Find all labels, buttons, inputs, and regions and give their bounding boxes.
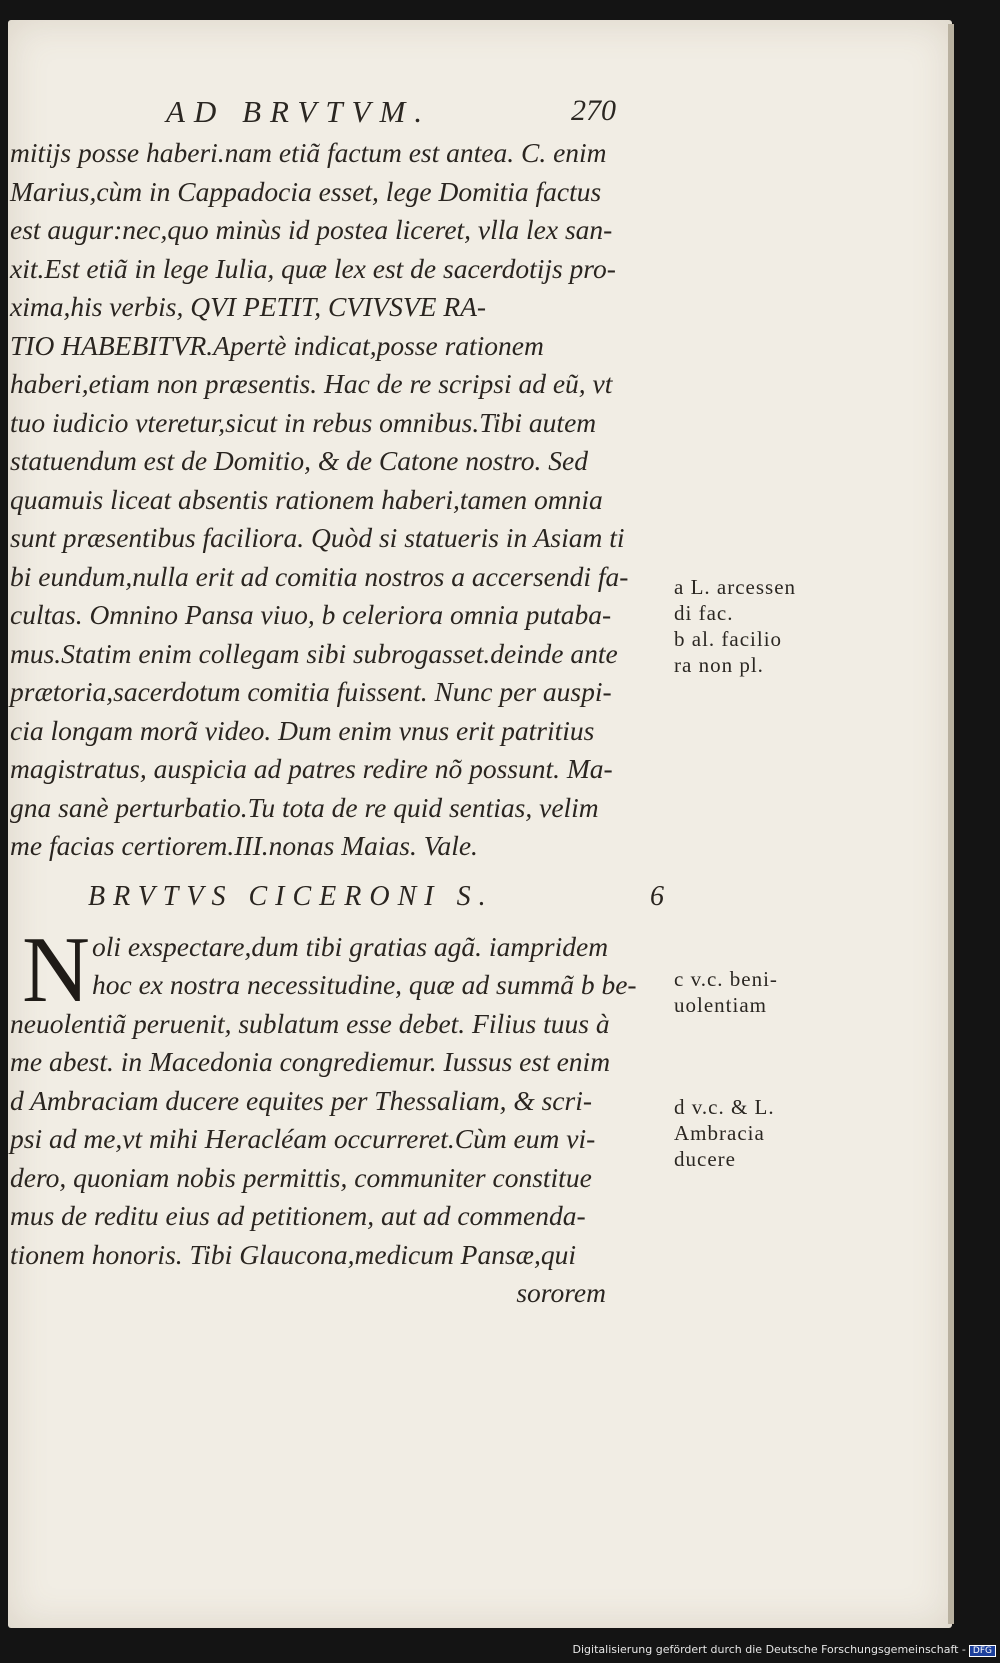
- text-line: gna sanè perturbatio.Tu tota de re quid sentias, velim: [10, 791, 599, 823]
- text-line: me facias certiorem.III.nonas Maias. Vale.: [10, 830, 478, 861]
- text-line: psi ad me,vt mihi Heracléam occurreret.Cùm eum vi-: [10, 1123, 596, 1154]
- page-number: 270: [571, 94, 616, 127]
- text-line: cia longam morã video. Dum enim vnus erit patritius: [10, 714, 595, 746]
- text-line: magistratus, auspicia ad patres redire nõ possunt. Ma-: [10, 753, 613, 784]
- margin-note-line: ducere: [674, 1147, 736, 1171]
- text-line: haberi,etiam non præsentis. Hac de re scripsi ad eũ, vt: [10, 368, 613, 399]
- text-line: bi eundum,nulla erit ad comitia nostros a accersendi fa-: [10, 560, 629, 592]
- paragraph-2: [10, 917, 670, 1313]
- text-line: xit.Est etiã in lege Iulia, quæ lex est de sacerdotijs pro-: [10, 252, 616, 284]
- text-line: oli exspectare,dum tibi gratias agã. iampridem: [92, 930, 609, 962]
- text-line: cultas. Omnino Pansa viuo, b celeriora omnia putaba-: [10, 599, 612, 630]
- text-line: quamuis liceat absentis rationem haberi,tamen omnia: [10, 483, 603, 515]
- text-line: statuendum est de Domitio, & de Catone nostro. Sed: [10, 445, 588, 476]
- margin-note-d: [674, 1094, 775, 1172]
- text-line: neuolentiã peruenit, sublatum esse debet. Filius tuus à: [10, 1007, 610, 1039]
- main-text-block: [10, 134, 670, 1313]
- text-line: est augur:nec,quo minùs id postea liceret, vlla lex san-: [10, 214, 613, 245]
- text-line: mitijs posse haberi.nam etiã factum est antea. C. enim: [10, 137, 607, 168]
- paragraph-1: [10, 134, 670, 866]
- letter-number: 6: [650, 880, 664, 912]
- text-line: tionem honoris. Tibi Glaucona,medicum Pansæ,qui: [10, 1238, 577, 1270]
- text-line: mus.Statim enim collegam sibi subrogasset.deinde ante: [10, 637, 618, 669]
- drop-cap: N: [22, 917, 90, 1022]
- margin-note-a-b: [674, 574, 796, 678]
- margin-note-line: c v.c. beni-: [674, 967, 778, 991]
- credit-text: Digitalisierung gefördert durch die Deutsche Forschungsgemeinschaft -: [572, 1643, 966, 1656]
- text-line: sunt præsentibus faciliora. Quòd si statueris in Asiam ti: [10, 522, 625, 553]
- text-line: xima,his verbis, QVI PETIT, CVIVSVE RA-: [10, 291, 487, 322]
- margin-note-line: uolentiam: [674, 993, 767, 1017]
- letter-title: BRVTVS CICERONI S.: [88, 880, 494, 912]
- margin-note-line: ra non pl.: [674, 653, 764, 677]
- catchword: sororem: [516, 1277, 606, 1308]
- running-head: AD BRVTVM.: [166, 94, 432, 129]
- dfg-logo-icon: DFG: [969, 1645, 996, 1657]
- margin-note-line: di fac.: [674, 601, 734, 625]
- margin-note-line: Ambracia: [674, 1121, 765, 1145]
- digitization-credit: [573, 1643, 996, 1657]
- text-line: hoc ex nostra necessitudine, quæ ad summã b be-: [92, 969, 637, 1000]
- margin-note-c: [674, 966, 778, 1018]
- text-line: prætoria,sacerdotum comitia fuissent. Nunc per auspi-: [10, 676, 612, 707]
- text-line: Marius,cùm in Cappadocia esset, lege Domitia factus: [10, 175, 602, 207]
- page-header: [166, 94, 616, 130]
- text-line: tuo iudicio vteretur,sicut in rebus omnibus.Tibi autem: [10, 406, 597, 438]
- margin-note-line: d v.c. & L.: [674, 1095, 775, 1119]
- text-line: TIO HABEBITVR.Apertè indicat,posse rationem: [10, 329, 544, 361]
- text-line: d Ambraciam ducere equites per Thessaliam, & scri-: [10, 1084, 593, 1116]
- page-edge: [948, 24, 954, 1624]
- text-line: dero, quoniam nobis permittis, communiter constitue: [10, 1161, 592, 1193]
- text-line: mus de reditu eius ad petitionem, aut ad commenda-: [10, 1200, 586, 1231]
- margin-note-line: b al. facilio: [674, 627, 783, 651]
- margin-note-line: a L. arcessen: [674, 575, 797, 599]
- letter-heading: [10, 866, 670, 928]
- text-line: me abest. in Macedonia congrediemur. Iussus est enim: [10, 1046, 611, 1077]
